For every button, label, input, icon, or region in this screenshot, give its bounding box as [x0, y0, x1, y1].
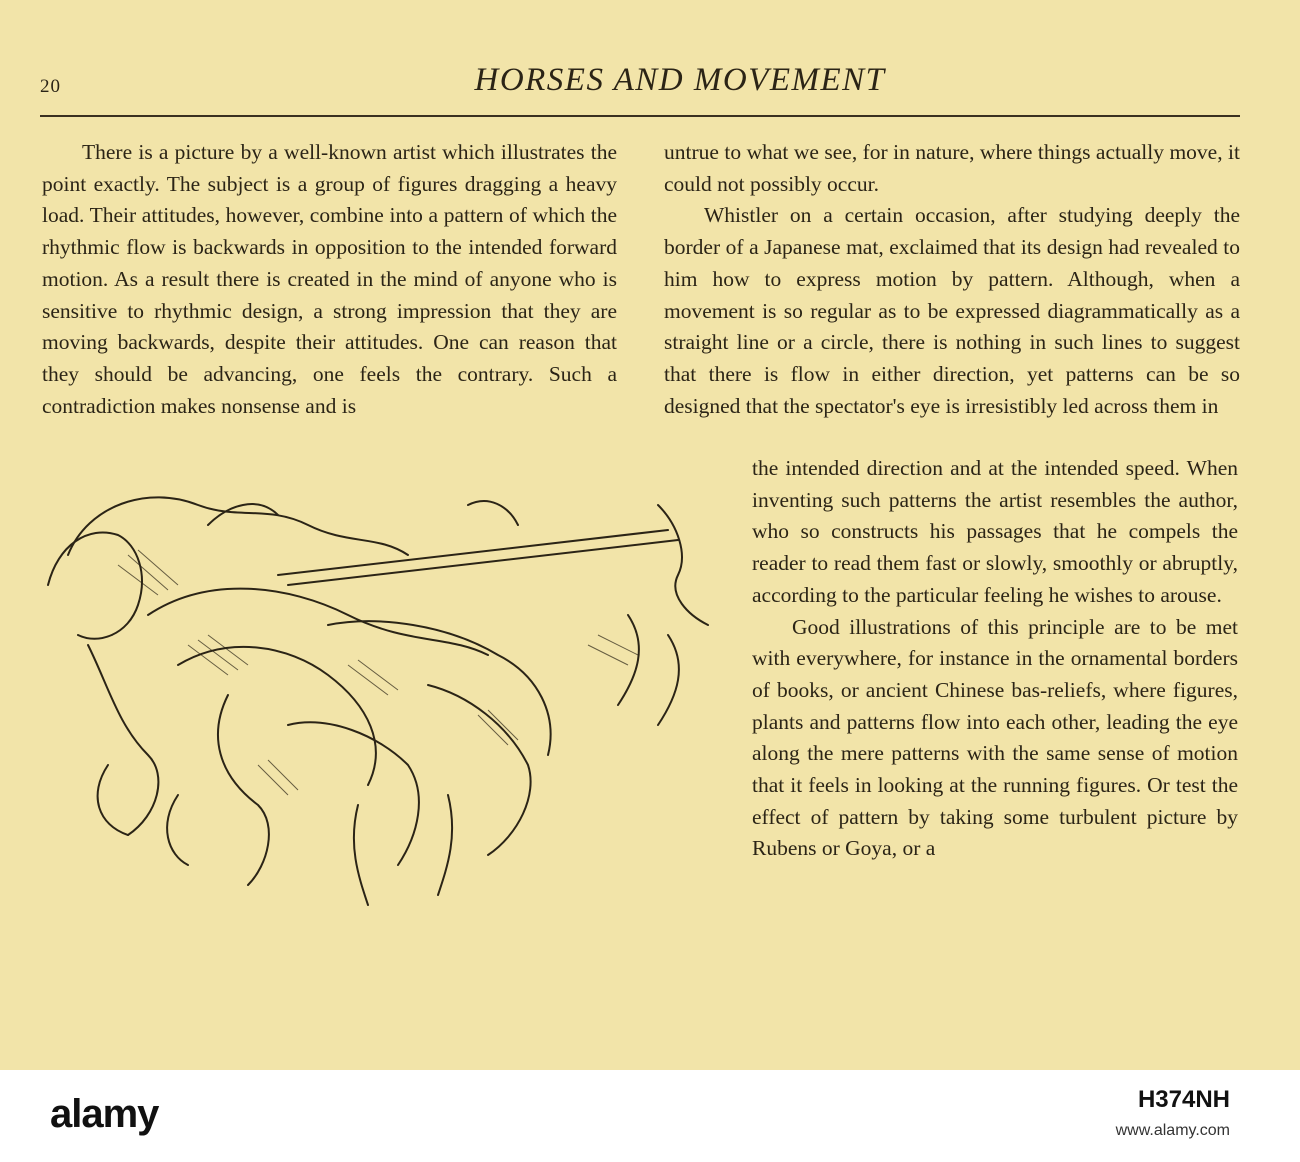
paragraph-whistler-top: Whistler on a certain occasion, after studying deeply the border of a Japanese mat, exclaimed that its design had revealed to him how to express motion by pattern. Although, when a movement is so regular as to be expressed diagrammatically as a straight line or a circle, there is nothing in such lines to suggest that there is flow in either direction, yet patterns can be so designed that the spectator's eye is irresistibly led across them in: [664, 203, 1240, 418]
header-rule: [40, 115, 1240, 117]
paragraph-picture: There is a picture by a well-known artist which illustrates the point exactly. The subject is a group of figures dragging a heavy load. Their attitudes, however, combine into a pattern of which the rhythmic flow is backwards in opposition to the intended forward motion. As a result there is created in the mind of anyone who is sensitive to rhythmic design, a strong impression that they are moving backwards, despite their attitudes. One can reason that they should be advancing, one feels the contrary. Such a contradiction makes nonsense and is: [42, 140, 617, 418]
right-column-top: [664, 137, 1240, 422]
horses-sketch-illustration: [28, 465, 728, 925]
left-column: [42, 137, 617, 422]
paragraph-continuation: untrue to what we see, for in nature, where things actually move, it could not possibly occur.: [664, 140, 1240, 196]
page-number: 20: [40, 76, 61, 97]
paragraph-whistler-bottom: the intended direction and at the intended speed. When inventing such patterns the artist resembles the author, who so constructs his passages that he compels the reader to read them fast or slowly, smoothly or abruptly, according to the particular feeling he wishes to arouse.: [752, 456, 1238, 607]
watermark-url: www.alamy.com: [1115, 1122, 1230, 1139]
watermark-logo: alamy: [50, 1092, 159, 1136]
running-head: HORSES AND MOVEMENT: [474, 62, 886, 98]
horses-sketch: [28, 465, 728, 925]
image-id: H374NH: [1137, 1086, 1230, 1113]
right-column-bottom: [752, 453, 1238, 865]
paragraph-illustrations: Good illustrations of this principle are to be met with everywhere, for instance in the ornamental borders of books, or ancient Chinese bas-reliefs, where figures, plants and patterns flow into each other, leading the eye along the mere patterns with the same sense of motion that it feels in looking at the running figures. Or test the effect of pattern by taking some turbulent picture by Rubens or Goya, or a: [752, 614, 1238, 861]
watermark-footer: [0, 1070, 1300, 1162]
